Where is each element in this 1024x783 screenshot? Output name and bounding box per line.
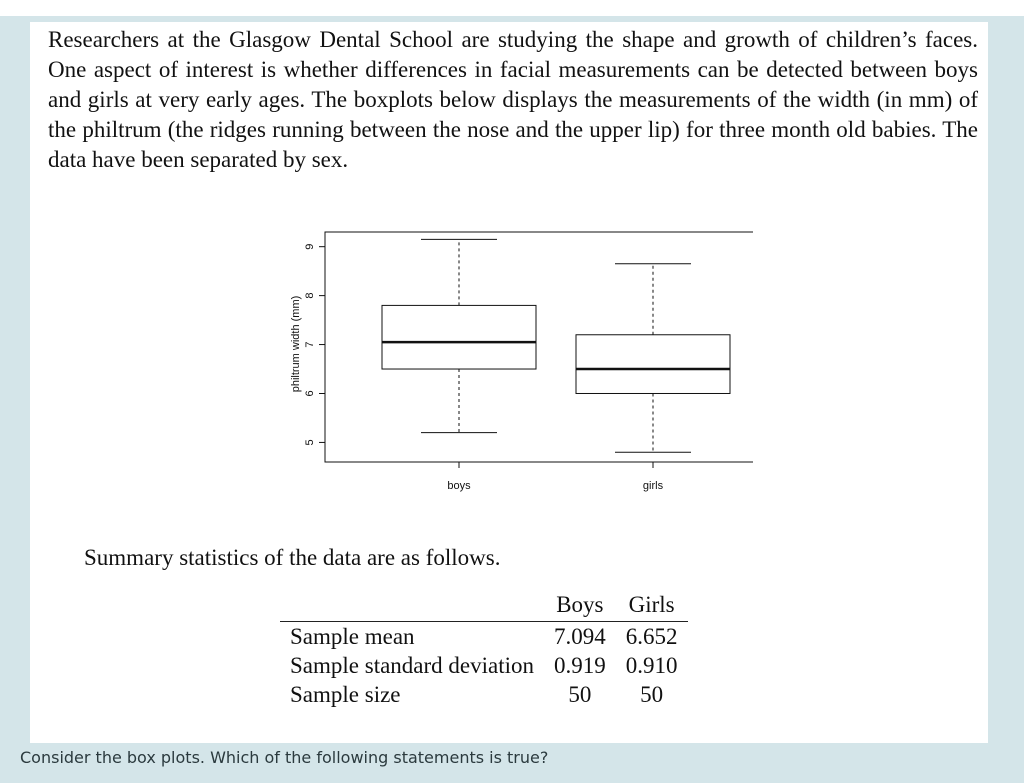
row-label: Sample size: [290, 682, 401, 707]
y-tick-label: 6: [304, 390, 316, 397]
table-header-row: [280, 590, 688, 622]
y-tick-label: 9: [304, 243, 316, 250]
girls-value: 0.910: [625, 653, 678, 678]
table-row-sd: [280, 651, 688, 680]
y-tick-label: 8: [304, 292, 316, 299]
x-tick-label: girls: [642, 480, 664, 492]
table-row-mean: [280, 622, 688, 652]
girls-value: 6.652: [625, 624, 678, 649]
table-header-boys: Boys: [544, 590, 616, 622]
x-tick-label: boys: [447, 480, 471, 492]
table-row-size: [280, 680, 688, 709]
question-text: Consider the box plots. Which of the following statements is true?: [20, 748, 549, 767]
row-label: Sample mean: [290, 624, 415, 649]
problem-image: [30, 22, 988, 743]
boxplot-chart: [253, 222, 753, 522]
boys-value: 7.094: [554, 624, 606, 649]
y-tick-label: 5: [304, 439, 316, 446]
table-header-girls: Girls: [616, 590, 688, 622]
box-boys: [382, 305, 536, 369]
table-header-empty: [280, 590, 544, 622]
intro-paragraph: Researchers at the Glasgow Dental School are studying the shape and growth of children’s faces. One aspect of interest is whether differences in facial measurements can be detected between boys and girls at very early ages. The boxplots below displays the measurements of the width (in mm) of the philtrum (the ridges running between the nose and the upper lip) for three month old babies. The data have been separated by sex.: [48, 27, 978, 172]
y-axis-label: philtrum width (mm): [290, 295, 302, 393]
row-label: Sample standard deviation: [290, 653, 534, 678]
top-strip: [0, 0, 1024, 16]
y-tick-label: 7: [304, 341, 316, 348]
box-girls: [576, 335, 730, 394]
girls-value: 50: [640, 682, 664, 707]
summary-intro: Summary statistics of the data are as follows.: [84, 545, 501, 570]
boys-value: 0.919: [554, 653, 606, 678]
boys-value: 50: [568, 682, 592, 707]
summary-statistics-table: [280, 590, 688, 709]
